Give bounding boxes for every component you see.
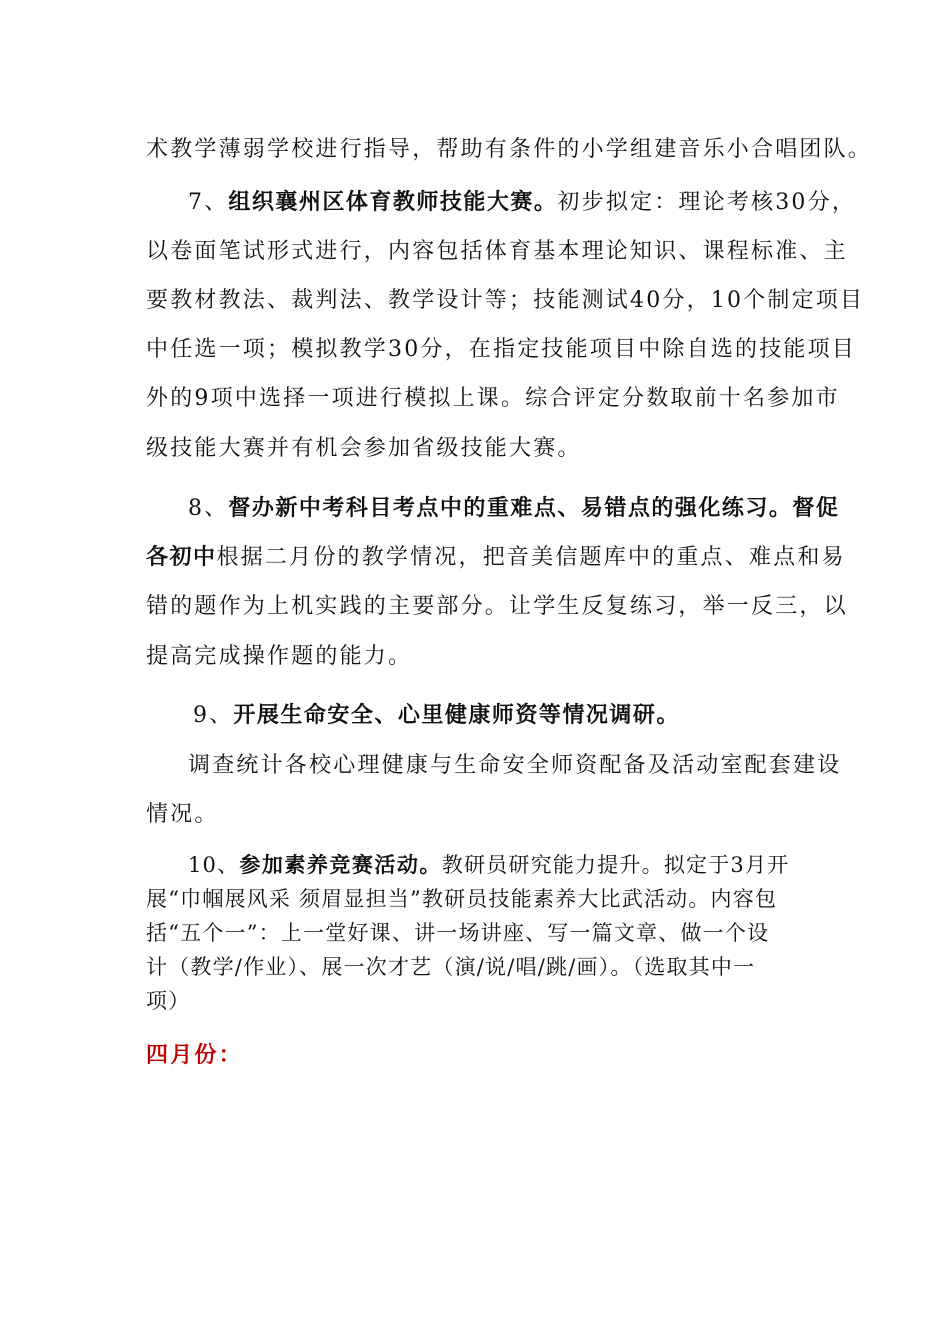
item7-line6: 级技能大赛并有机会参加省级技能大赛。 xyxy=(146,436,582,461)
item10-line3: 括“五个一”：上一堂好课、讲一场讲座、写一篇文章、做一个设 xyxy=(146,921,770,945)
item9-body2: 情况。 xyxy=(146,802,219,827)
item7-line2: 以卷面笔试形式进行，内容包括体育基本理论知识、课程标准、主 xyxy=(146,239,848,264)
item7-number: 7、 xyxy=(188,190,229,215)
item10-heading-line xyxy=(188,850,789,880)
item10-title-b: 素养竞赛活动。 xyxy=(284,853,442,877)
item7-title: 组织襄州区体育教师技能大赛。 xyxy=(228,190,558,215)
item10-title-a: 参加 xyxy=(239,853,285,877)
item8-title-b: 重难点、易错点的强化练习。督促 xyxy=(486,496,840,521)
item7-line5: 外的9项中选择一项进行模拟上课。综合评定分数取前十名参加市 xyxy=(146,386,840,411)
item10-line4: 计（教学/作业）、展一次才艺（演/说/唱/跳/画）。（选取其中一 xyxy=(146,955,756,979)
item9-heading-line xyxy=(193,701,680,731)
item8-line2-bold: 各初中 xyxy=(146,545,217,570)
item8-line2 xyxy=(146,543,846,573)
item7-heading-line xyxy=(188,188,856,218)
continuation-line: 术教学薄弱学校进行指导，帮助有条件的小学组建音乐小合唱团队。 xyxy=(146,137,873,162)
item7-line1-rest: 初步拟定：理论考核30分， xyxy=(557,190,857,215)
section-heading-april: 四月份： xyxy=(146,1043,243,1068)
item8-line2-rest: 根据二月份的教学情况，把音美信题库中的重点、难点和易 xyxy=(216,545,846,570)
item8-number: 8、 xyxy=(188,496,229,521)
item8-line4: 提高完成操作题的能力。 xyxy=(146,644,413,669)
item9-body1: 调查统计各校心理健康与生命安全师资配备及活动室配套建设 xyxy=(188,753,842,778)
item10-number: 10、 xyxy=(188,853,240,877)
item8-line3: 错的题作为上机实践的主要部分。让学生反复练习，举一反三，以 xyxy=(146,594,848,619)
item8-heading-line xyxy=(188,494,839,524)
item9-title-b: 生命安全、心里健康师资等情况调研。 xyxy=(280,703,680,728)
item10-line1-rest: 教研员研究能力提升。拟定于3月开 xyxy=(441,853,790,877)
item10-line2: 展“巾帼展风采 须眉显担当”教研员技能素养大比武活动。内容包 xyxy=(146,887,778,911)
item7-line3: 要教材教法、裁判法、教学设计等；技能测试40分，10个制定项目 xyxy=(146,288,865,313)
item8-title-a: 督办新中考科目考点中的 xyxy=(228,496,487,521)
item9-number: 9、 xyxy=(193,703,234,728)
item9-title-a: 开展 xyxy=(233,703,281,728)
item10-line5: 项） xyxy=(146,989,191,1013)
item7-line4: 中任选一项；模拟教学30分，在指定技能项目中除自选的技能项目 xyxy=(146,337,856,362)
